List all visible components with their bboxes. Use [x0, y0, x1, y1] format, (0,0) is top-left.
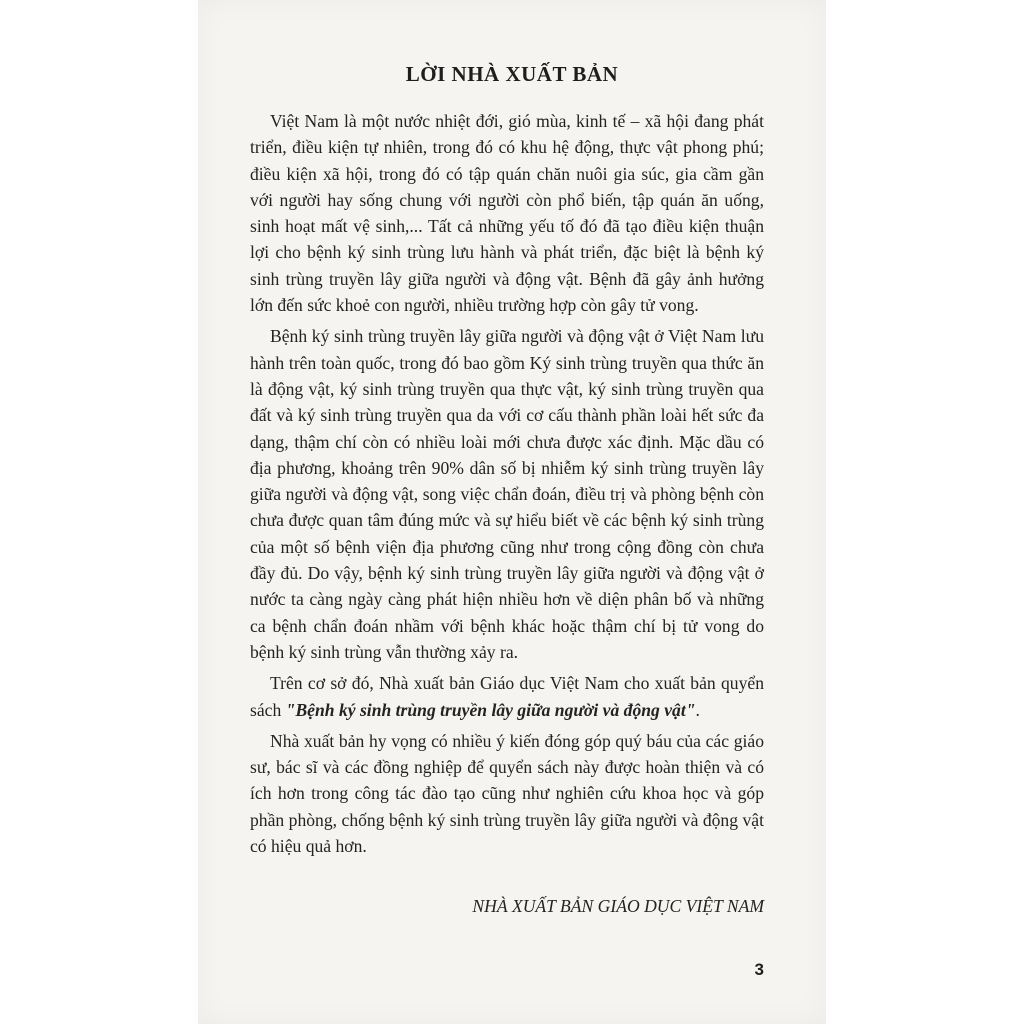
body-text	[250, 108, 764, 864]
page-title: LỜI NHÀ XUẤT BẢN	[405, 62, 619, 86]
publisher-signature: NHÀ XUẤT BẢN GIÁO DỤC VIỆT NAM	[472, 896, 764, 916]
paragraph-3-after: .	[695, 699, 700, 720]
paragraph-3	[250, 670, 764, 723]
paragraph-4: Nhà xuất bản hy vọng có nhiều ý kiến đóng góp quý báu của các giáo sư, bác sĩ và các đồng nghiệp để quyển sách này được hoàn thiện và có ích hơn trong công tác đào tạo cũng như nghiên cứu khoa học và góp phần phòng, chống bệnh ký sinh trùng truyền lây giữa người và động vật có hiệu quả hơn.	[250, 730, 764, 857]
book-title: "Bệnh ký sinh trùng truyền lây giữa người và động vật"	[285, 699, 696, 720]
paragraph-1: Việt Nam là một nước nhiệt đới, gió mùa, kinh tế – xã hội đang phát triển, điều kiện tự nhiên, trong đó có khu hệ động, thực vật phong phú; điều kiện xã hội, trong đó có tập quán chăn nuôi gia súc, gia cầm gần với người hay sống chung với người còn phổ biến, tập quán ăn uống, sinh hoạt mất vệ sinh,... Tất cả những yếu tố đó đã tạo điều kiện thuận lợi cho bệnh ký sinh trùng lưu hành và phát triển, đặc biệt là bệnh ký sinh trùng truyền lây giữa người và động vật. Bệnh đã gây ảnh hưởng lớn đến sức khoẻ con người, nhiều trường hợp còn gây tử vong.	[250, 111, 764, 316]
paragraph-2: Bệnh ký sinh trùng truyền lây giữa người và động vật ở Việt Nam lưu hành trên toàn quốc, trong đó bao gồm Ký sinh trùng truyền qua thức ăn là động vật, ký sinh trùng truyền qua thực vật, ký sinh trùng truyền qua đất và ký sinh trùng truyền qua da với cơ cấu thành phần loài hết sức đa dạng, thậm chí còn có nhiều loài mới chưa được xác định. Mặc dầu có địa phương, khoảng trên 90% dân số bị nhiễm ký sinh trùng truyền lây giữa người và động vật, song việc chẩn đoán, điều trị và phòng bệnh còn chưa được quan tâm đúng mức và sự hiểu biết về các bệnh ký sinh trùng của một số bệnh viện địa phương cũng như trong cộng đồng còn chưa đầy đủ. Do vậy, bệnh ký sinh trùng truyền lây giữa người và động vật ở nước ta càng ngày càng phát hiện nhiều hơn về diện phân bố và những ca bệnh chẩn đoán nhầm với bệnh khác hoặc thậm chí bị tử vong do bệnh ký sinh trùng vẫn thường xảy ra.	[250, 326, 764, 662]
book-page	[198, 0, 826, 1024]
paragraph-3-before: Trên cơ sở đó, Nhà xuất bản Giáo dục Việt Nam cho xuất bản quyển sách	[250, 673, 764, 720]
page-number: 3	[754, 960, 764, 979]
